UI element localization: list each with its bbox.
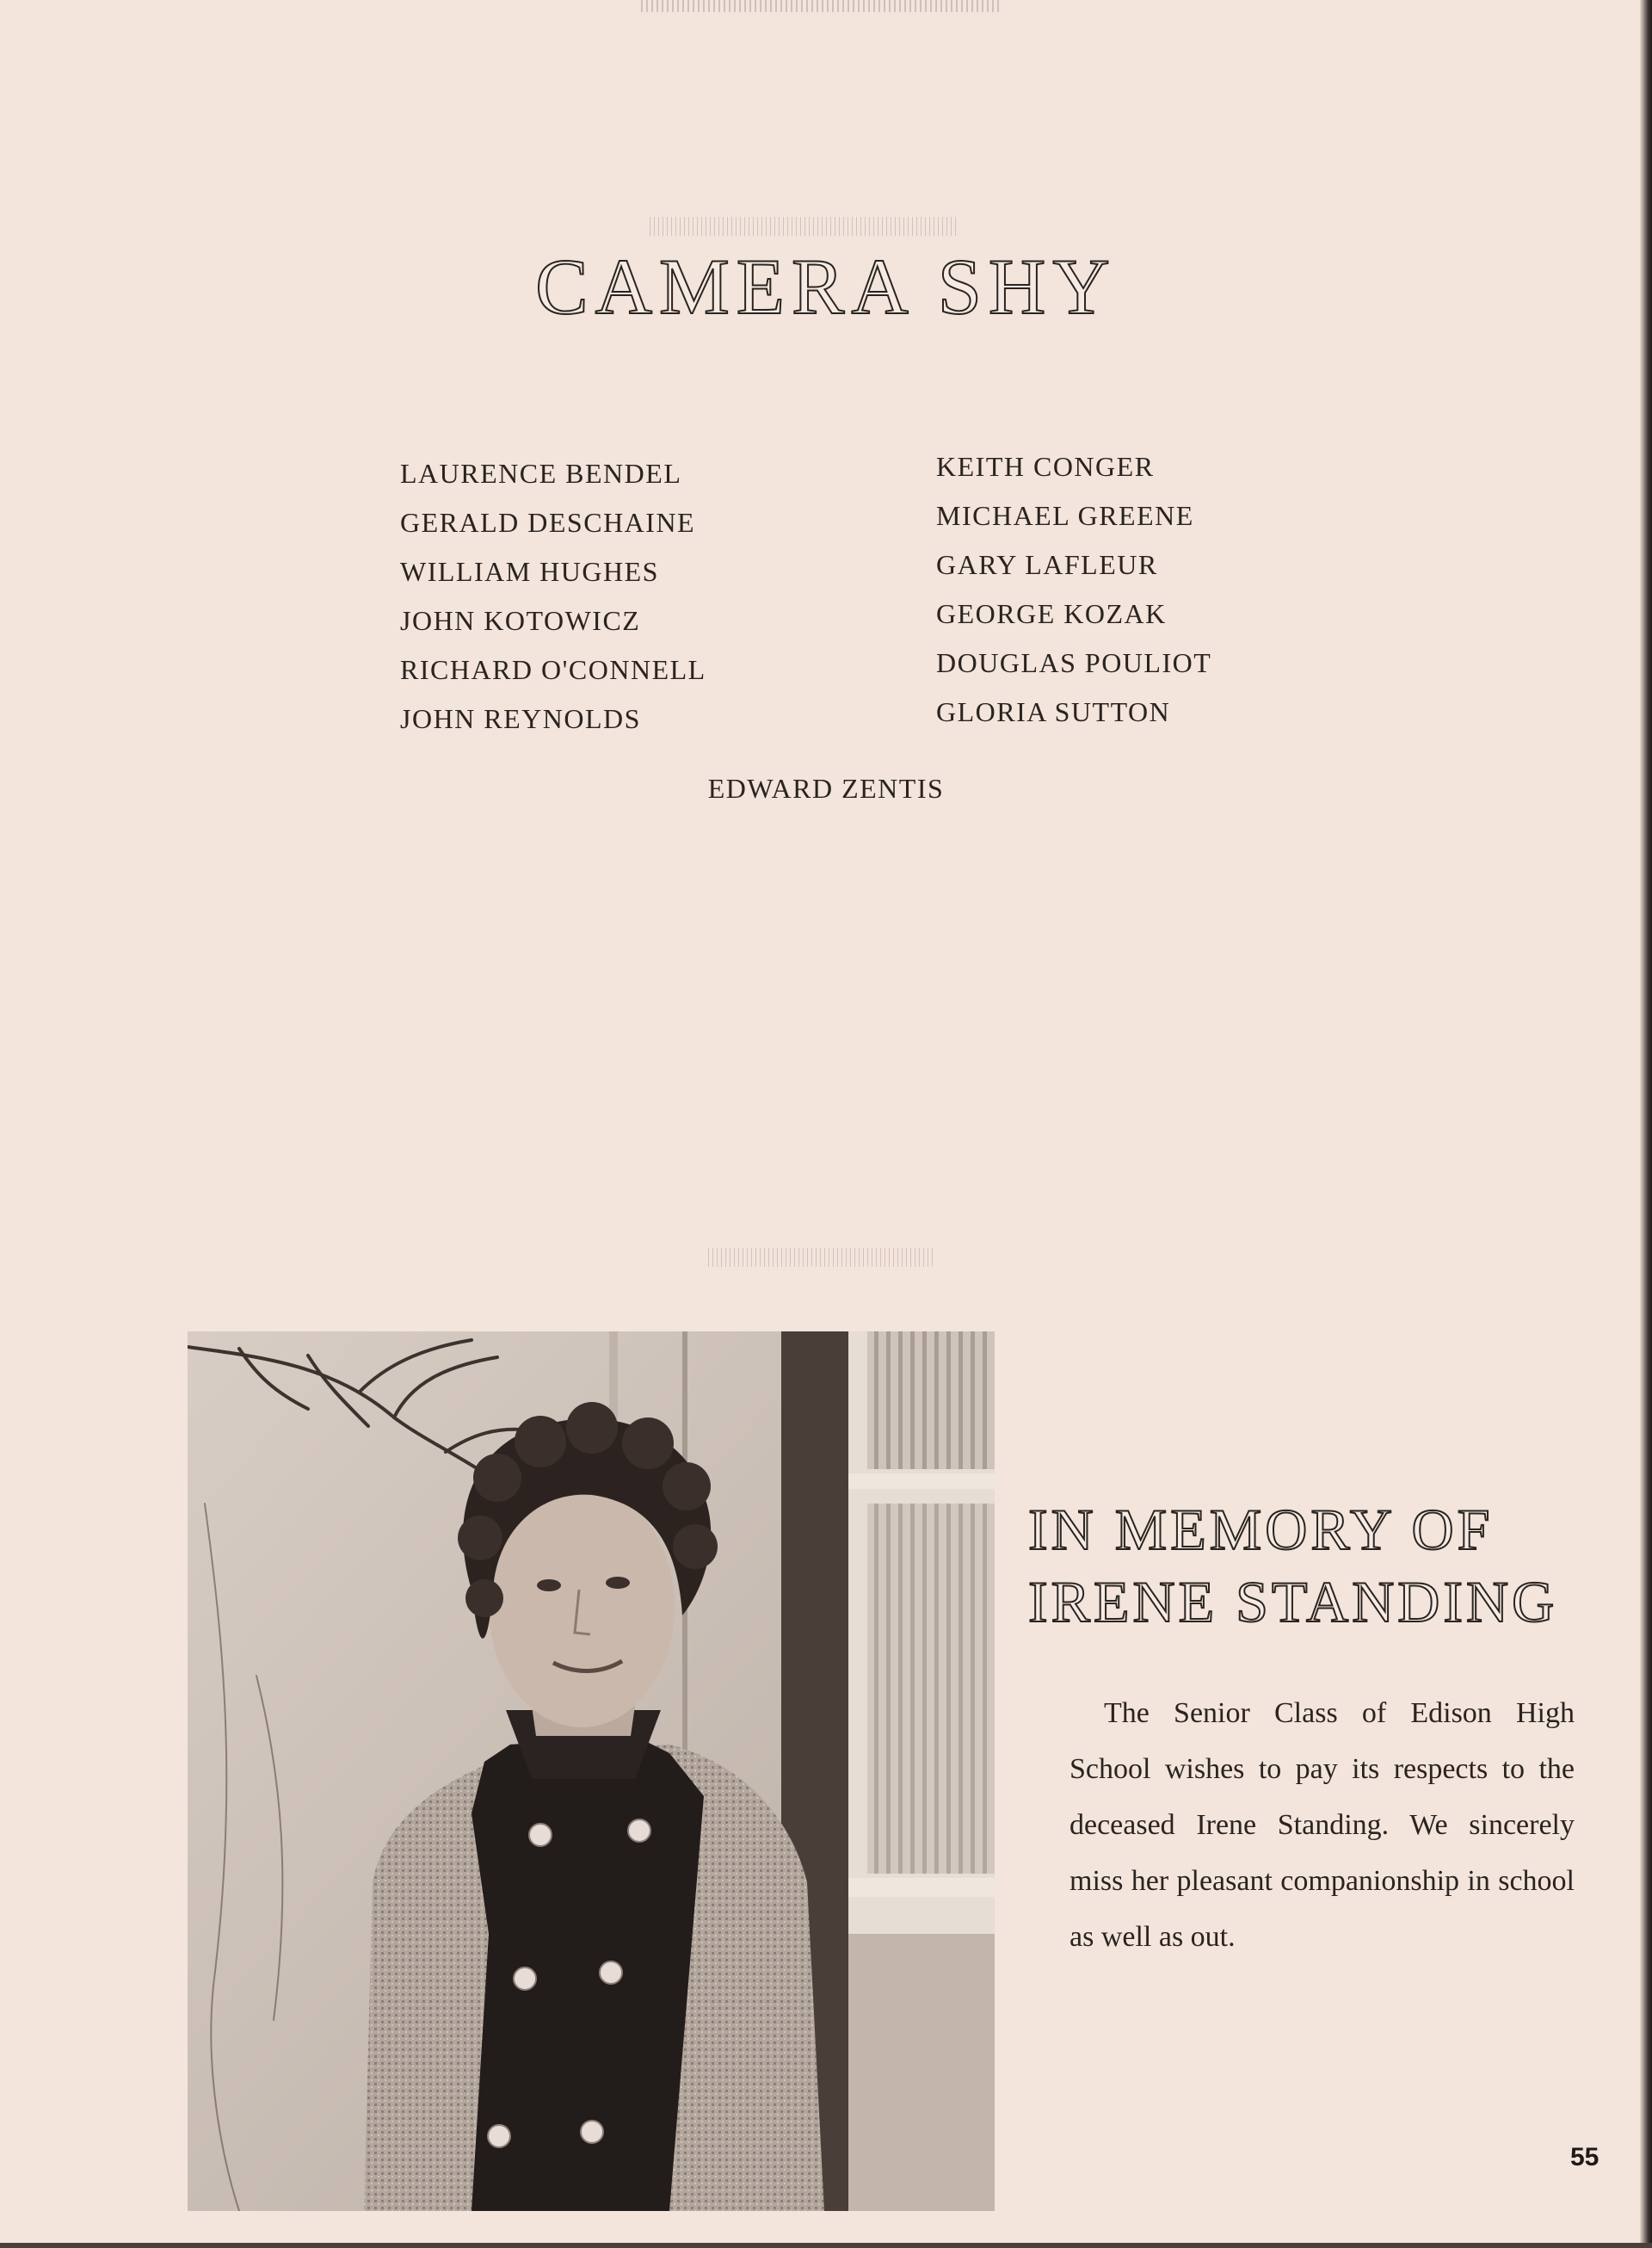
list-item: JOHN REYNOLDS	[400, 703, 641, 734]
scan-artifact	[641, 0, 1002, 12]
list-item: LAURENCE BENDEL	[400, 458, 682, 489]
page-number: 55	[1570, 2143, 1600, 2171]
list-item: DOUGLAS POULIOT	[936, 647, 1212, 678]
name-centered: EDWARD ZENTIS	[707, 773, 945, 804]
list-item: MICHAEL GREENE	[936, 500, 1194, 531]
page-edge	[1640, 0, 1652, 2248]
memorial-title-line: IRENE STANDING	[1028, 1569, 1558, 1634]
list-item: GERALD DESCHAINE	[400, 507, 696, 538]
memorial-paragraph: The Senior Class of Edison High School wishes to pay its respects to the deceased Irene Standing. We sincerely miss her pleasant companionship in school as well as out.	[1069, 1697, 1575, 1953]
section-title-camera-shy: CAMERA SHY	[535, 243, 1117, 330]
scan-artifact	[650, 217, 959, 236]
list-item: WILLIAM HUGHES	[400, 556, 659, 587]
scan-artifact	[708, 1248, 936, 1267]
names-list-right	[936, 442, 1211, 737]
memorial-title-line: IN MEMORY OF	[1028, 1497, 1494, 1562]
section-title-memorial	[1028, 1493, 1630, 1638]
list-item: RICHARD O'CONNELL	[400, 654, 706, 685]
portrait-photo	[188, 1331, 995, 2211]
list-item: KEITH CONGER	[936, 451, 1155, 482]
names-list-left	[400, 449, 706, 744]
list-item: GEORGE KOZAK	[936, 598, 1167, 629]
page-edge	[0, 2243, 1652, 2248]
list-item: GARY LAFLEUR	[936, 549, 1158, 580]
list-item: GLORIA SUTTON	[936, 696, 1171, 727]
list-item: JOHN KOTOWICZ	[400, 605, 641, 636]
